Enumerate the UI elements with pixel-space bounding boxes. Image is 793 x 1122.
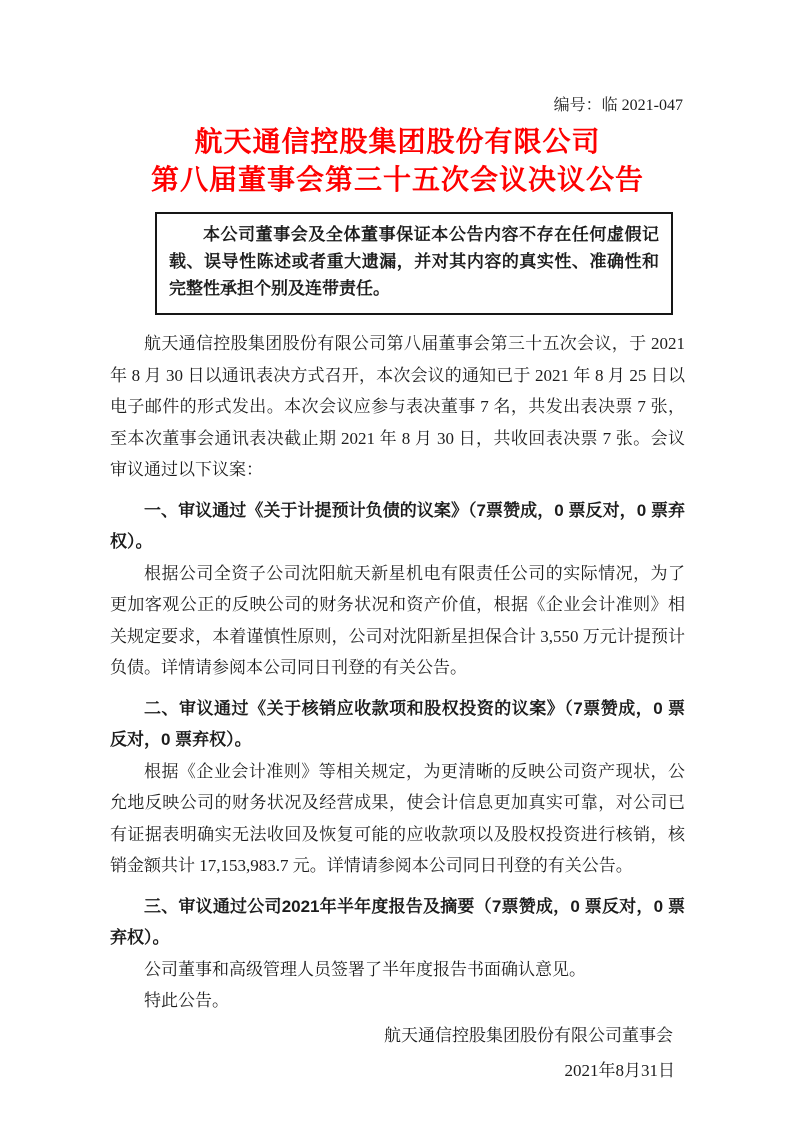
resolution-2-detail: 根据《企业会计准则》等相关规定，为更清晰的反映公司资产现状，公允地反映公司的财务状况及经营成果，使会计信息更加真实可靠，对公司已有证据表明确实无法收回及恢复可能的应收款项以及股权投资进行核销，核销金额共计 17,153,983.7 元。详情请参阅本公司同日刊登的有关公告。 — [110, 761, 685, 875]
disclaimer-text: 本公司董事会及全体董事保证本公告内容不存在任何虚假记载、误导性陈述或者重大遗漏，并对其内容的真实性、准确性和完整性承担个别及连带责任。 — [169, 225, 659, 298]
resolution-2-heading: 二、审议通过《关于核销应收款项和股权投资的议案》（7票赞成，0 票反对，0 票弃权）。 — [110, 698, 685, 749]
resolution-1-heading: 一、审议通过《关于计提预计负债的议案》（7票赞成，0 票反对，0 票弃权）。 — [110, 500, 685, 551]
doc-title — [110, 124, 685, 200]
disclaimer-box — [155, 212, 673, 315]
closing-note: 特此公告。 — [144, 991, 229, 1010]
signature-company: 航天通信控股集团股份有限公司董事会 — [384, 1025, 673, 1045]
resolution-3-detail: 公司董事和高级管理人员签署了半年度报告书面确认意见。 — [144, 959, 586, 979]
resolution-1-detail: 根据公司全资子公司沈阳航天新星机电有限责任公司的实际情况，为了更加客观公正的反映公司的财务状况和资产价值，根据《企业会计准则》相关规定要求，本着谨慎性原则，公司对沈阳新星担保合计 3,550 万元计提预计负债。详情请参阅本公司同日刊登的有关公告。 — [110, 563, 685, 677]
doc-number: 编号：临 2021-047 — [553, 97, 683, 114]
signature-date: 2021年8月31日 — [564, 1061, 675, 1080]
intro-paragraph: 航天通信控股集团股份有限公司第八届董事会第三十五次会议，于 2021 年 8 月 30 日以通讯表决方式召开，本次会议的通知已于 2021 年 8 月 25 日以电子邮件的形式发出。本次会议应参与表决董事 7 名，共发出表决票 7 张，至本次董事会通讯表决截止期 2021 年 8 月 30 日，共收回表决票 7 张。会议审议通过以下议案： — [110, 334, 685, 479]
doc-title-line2: 第八届董事会第三十五次会议决议公告 — [150, 165, 644, 196]
resolution-3-heading: 三、审议通过公司2021年半年度报告及摘要（7票赞成，0 票反对，0 票弃权）。 — [110, 896, 685, 947]
doc-title-line1: 航天通信控股集团股份有限公司 — [194, 127, 601, 158]
